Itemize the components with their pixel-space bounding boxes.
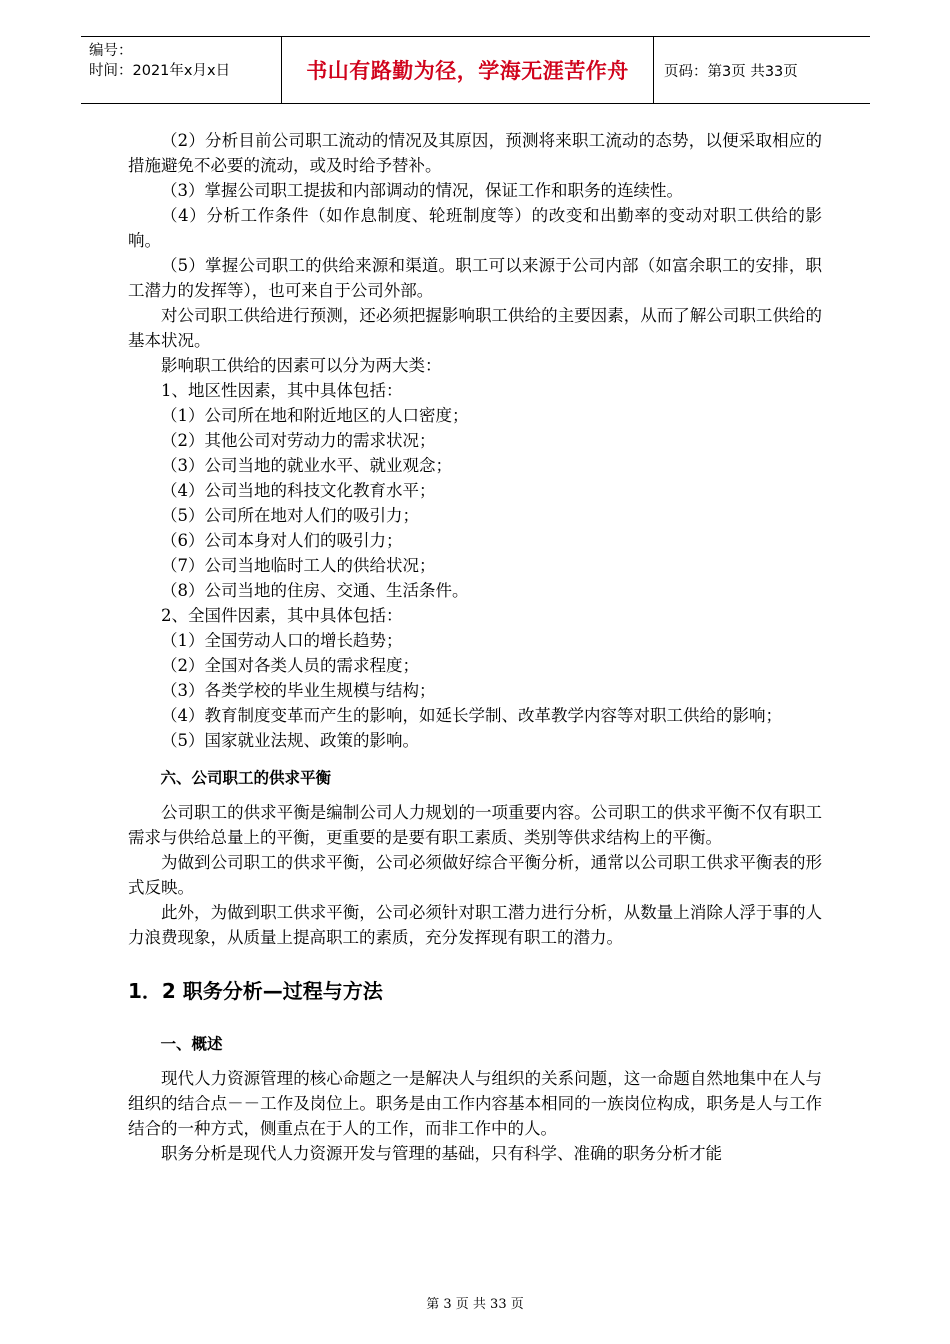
- document-number-label: 编号：: [89, 43, 133, 59]
- paragraph: 公司职工的供求平衡是编制公司人力规划的一项重要内容。公司职工的供求平衡不仅有职工需求与供给总量上的平衡，更重要的是要有职工素质、类别等供求结构上的平衡。: [128, 803, 822, 847]
- list-item: （3）公司当地的就业水平、就业观念；: [161, 456, 452, 475]
- paragraph: 为做到公司职工的供求平衡，公司必须做好综合平衡分析，通常以公司职工供求平衡表的形式反映。: [128, 853, 822, 897]
- paragraph: 职务分析是现代人力资源开发与管理的基础，只有科学、准确的职务分析才能: [161, 1144, 722, 1163]
- section-heading: 一、概述: [160, 1035, 223, 1053]
- list-item: （3）各类学校的毕业生规模与结构；: [161, 681, 436, 700]
- document-date: 时间：2021年x月x日: [89, 63, 231, 79]
- page-footer: 第 3 页 共 33 页: [426, 1297, 524, 1312]
- list-item: （6）公司本身对人们的吸引力；: [161, 531, 403, 550]
- page-header: [81, 36, 870, 104]
- list-item: （1）全国劳动人口的增长趋势；: [161, 631, 403, 650]
- paragraph: （3）掌握公司职工提拔和内部调动的情况，保证工作和职务的连续性。: [161, 181, 683, 200]
- paragraph: （2）分析目前公司职工流动的情况及其原因，预测将来职工流动的态势，以便采取相应的措施避免不必要的流动，或及时给予替补。: [128, 131, 822, 175]
- list-item: （5）公司所在地对人们的吸引力；: [161, 506, 419, 525]
- header-meta: [81, 37, 282, 103]
- section-heading: 六、公司职工的供求平衡: [160, 769, 332, 787]
- paragraph: 现代人力资源管理的核心命题之一是解决人与组织的关系问题，这一命题自然地集中在人与组织的结合点－－工作及岗位上。职务是由工作内容基本相同的一族岗位构成，职务是人与工作结合的一种方式，侧重点在于人的工作，而非工作中的人。: [128, 1069, 822, 1138]
- header-page-info: 页码：第3页 共33页: [664, 63, 798, 80]
- chapter-heading: 1．2 职务分析—过程与方法: [128, 979, 383, 1003]
- paragraph: （5）掌握公司职工的供给来源和渠道。职工可以来源于公司内部（如富余职工的安排，职工潜力的发挥等），也可来自于公司外部。: [128, 256, 822, 300]
- list-item: （4）教育制度变革而产生的影响，如延长学制、改革教学内容等对职工供给的影响；: [161, 706, 782, 725]
- list-item: （1）公司所在地和附近地区的人口密度；: [161, 406, 469, 425]
- paragraph: 对公司职工供给进行预测，还必须把握影响职工供给的主要因素，从而了解公司职工供给的基本状况。: [128, 306, 822, 350]
- list-item: （2）其他公司对劳动力的需求状况；: [161, 431, 436, 450]
- document-body: [128, 128, 822, 1166]
- header-motto: 书山有路勤为径，学海无涯苦作舟: [282, 37, 654, 103]
- list-heading: 1、地区性因素，其中具体包括：: [161, 381, 403, 400]
- list-item: （2）全国对各类人员的需求程度；: [161, 656, 419, 675]
- paragraph: 此外，为做到职工供求平衡，公司必须针对职工潜力进行分析，从数量上消除人浮于事的人力浪费现象，从质量上提高职工的素质，充分发挥现有职工的潜力。: [128, 903, 822, 947]
- paragraph: 影响职工供给的因素可以分为两大类：: [161, 356, 442, 375]
- list-item: （7）公司当地临时工人的供给状况；: [161, 556, 436, 575]
- list-item: （5）国家就业法规、政策的影响。: [161, 731, 419, 750]
- paragraph: （4）分析工作条件（如作息制度、轮班制度等）的改变和出勤率的变动对职工供给的影响。: [128, 206, 822, 250]
- list-heading: 2、全国件因素，其中具体包括：: [161, 606, 403, 625]
- list-item: （8）公司当地的住房、交通、生活条件。: [161, 581, 469, 600]
- list-item: （4）公司当地的科技文化教育水平；: [161, 481, 436, 500]
